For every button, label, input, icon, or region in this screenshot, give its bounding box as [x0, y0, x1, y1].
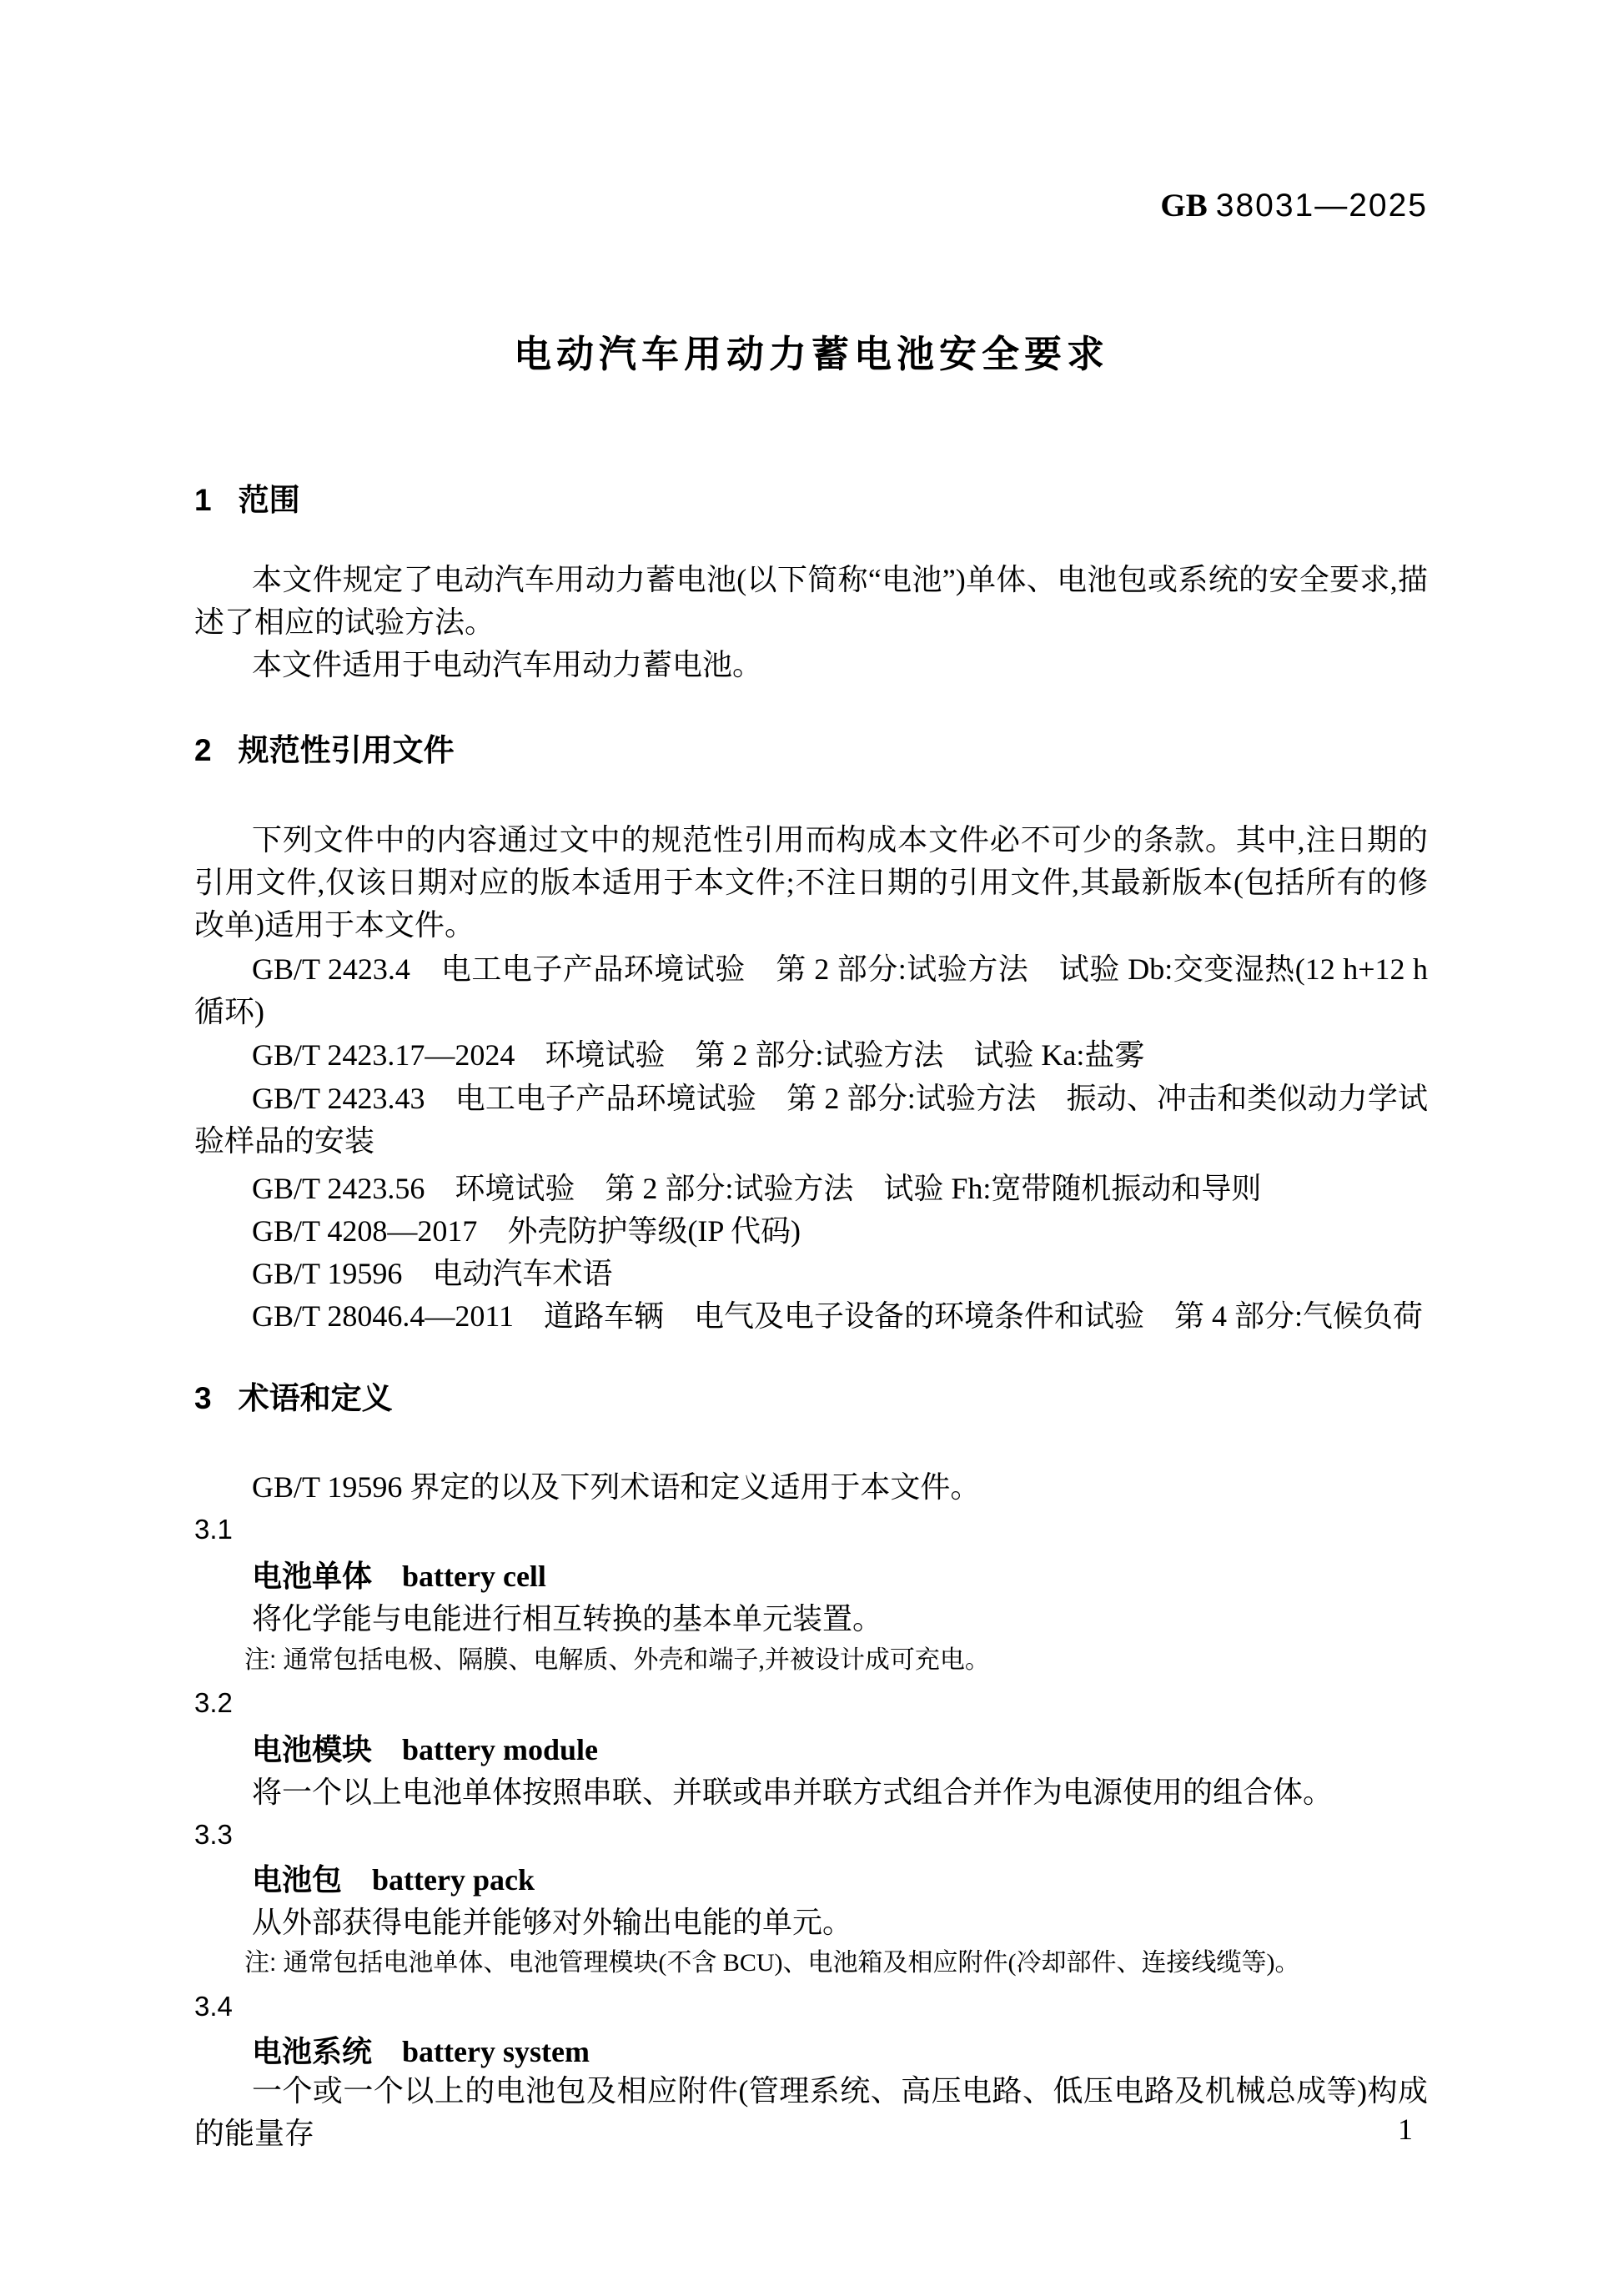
term-zh: 电池包: [252, 1862, 343, 1897]
page-number: 1: [1398, 2113, 1413, 2146]
reference-item: GB/T 28046.4—2011 道路车辆 电气及电子设备的环境条件和试验 第 4 部分:气候负荷: [252, 1299, 1424, 1333]
term-en: battery pack: [372, 1863, 535, 1897]
section-label: 术语和定义: [238, 1381, 393, 1415]
term-en: battery cell: [402, 1560, 546, 1593]
term-zh: 电池系统: [252, 2034, 373, 2068]
reference-item: GB/T 2423.17—2024 环境试验 第 2 部分:试验方法 试验 Ka:盐雾: [252, 1038, 1145, 1072]
reference-item: GB/T 2423.4 电工电子产品环境试验 第 2 部分:试验方法 试验 Db:交变湿热(12 h+12 h 循环): [194, 952, 1428, 1028]
section-number: 2: [194, 733, 212, 767]
term-en: battery system: [402, 2035, 590, 2068]
term-note: [194, 1644, 1428, 1677]
term-definition: 从外部获得电能并能够对外输出电能的单元。: [252, 1906, 853, 1939]
scope-paragraph-1: 本文件规定了电动汽车用动力蓄电池(以下简称“电池”)单体、电池包或系统的安全要求,描述了相应的试验方法。: [194, 563, 1428, 639]
clause-number-3-1: 3.1: [194, 1514, 233, 1545]
reference-item: GB/T 4208—2017 外壳防护等级(IP 代码): [252, 1214, 801, 1248]
terms-intro: GB/T 19596 界定的以及下列术语和定义适用于本文件。: [252, 1470, 981, 1504]
reference-item: GB/T 2423.56 环境试验 第 2 部分:试验方法 试验 Fh:宽带随机振动和导则: [252, 1172, 1262, 1205]
term-zh: 电池单体: [252, 1559, 373, 1593]
normative-references-intro: 下列文件中的内容通过文中的规范性引用而构成本文件必不可少的条款。其中,注日期的引用文件,仅该日期对应的版本适用于本文件;不注日期的引用文件,其最新版本(包括所有的修改单)适用于本文件。: [194, 823, 1428, 942]
term-en: battery module: [402, 1733, 598, 1766]
doc-code-number: 38031—2025: [1215, 188, 1428, 224]
term-line: [194, 1860, 1485, 1900]
note-label: 注:: [244, 1949, 277, 1977]
reference-item: GB/T 19596 电动汽车术语: [252, 1257, 613, 1290]
term-zh: 电池模块: [252, 1732, 373, 1766]
section-heading-terms: [194, 1379, 1428, 1418]
clause-number-3-2: 3.2: [194, 1687, 233, 1718]
clause-number-3-4: 3.4: [194, 1991, 233, 2022]
scope-paragraph-2: 本文件适用于电动汽车用动力蓄电池。: [252, 648, 763, 681]
note-text: 通常包括电极、隔膜、电解质、外壳和端子,并被设计成可充电。: [283, 1646, 990, 1674]
section-label: 范围: [238, 483, 300, 517]
reference-item: GB/T 2423.43 电工电子产品环境试验 第 2 部分:试验方法 振动、冲击和类似动力学试验样品的安装: [194, 1082, 1428, 1158]
section-heading-scope: [194, 481, 1428, 520]
term-note: [194, 1947, 1428, 1980]
document-title: 电动汽车用动力蓄电池安全要求: [513, 333, 1109, 375]
note-label: 注:: [244, 1646, 277, 1674]
term-line: [194, 2032, 1485, 2072]
doc-code-prefix: GB: [1160, 188, 1208, 224]
term-line: [194, 1730, 1485, 1770]
doc-code-header: [194, 188, 1428, 224]
note-text: 通常包括电池单体、电池管理模块(不含 BCU)、电池箱及相应附件(冷却部件、连接线缆等)。: [283, 1949, 1300, 1977]
term-definition: 将化学能与电能进行相互转换的基本单元装置。: [252, 1602, 883, 1635]
clause-number-3-3: 3.3: [194, 1819, 233, 1850]
term-definition: 一个或一个以上的电池包及相应附件(管理系统、高压电路、低压电路及机械总成等)构成的能量存: [194, 2074, 1428, 2150]
section-heading-normative-references: [194, 731, 1428, 770]
section-label: 规范性引用文件: [238, 733, 455, 767]
section-number: 3: [194, 1381, 212, 1415]
term-definition: 将一个以上电池单体按照串联、并联或串并联方式组合并作为电源使用的组合体。: [252, 1776, 1334, 1809]
section-number: 1: [194, 483, 212, 517]
term-line: [194, 1556, 1485, 1596]
